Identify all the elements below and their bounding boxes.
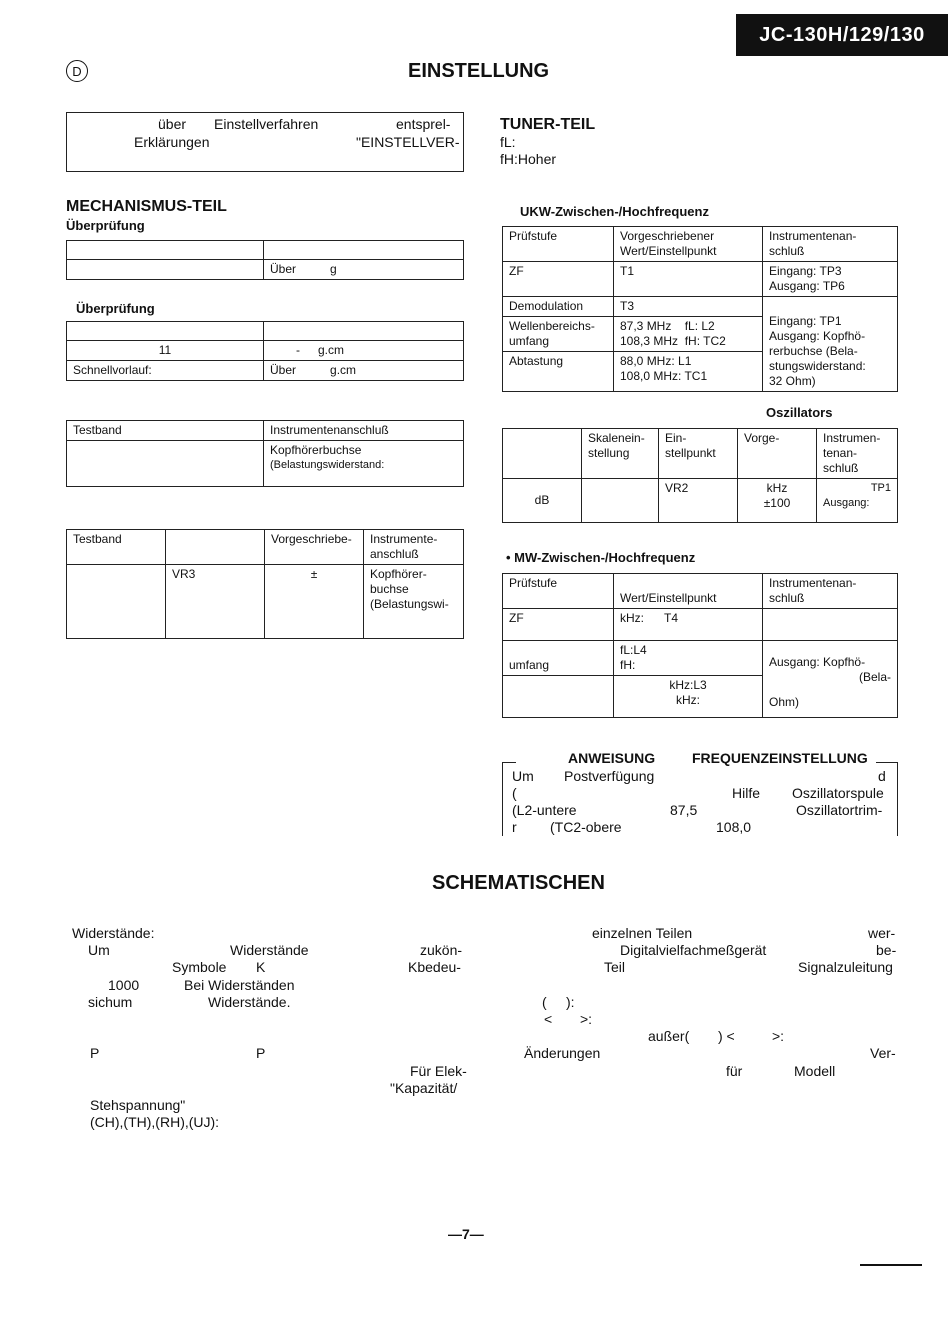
mech-table-3 [66, 420, 464, 487]
cell: Skalenein- [588, 431, 645, 445]
cell: 32 Ohm) [769, 374, 816, 388]
cell: Vorge- [738, 429, 817, 479]
tuner-fh: fH:Hoher [500, 151, 557, 167]
schem-right-text: für [726, 1063, 743, 1079]
schem-left-text: Widerstände: [72, 925, 155, 941]
schem-left-text: Für Elek- [410, 1063, 467, 1079]
cell: Wert/Einstellpunkt [620, 244, 717, 258]
cell: Wert/Einstellpunkt [614, 574, 763, 609]
cell: kHz: [620, 611, 644, 625]
cell: stungswiderstand: [769, 359, 866, 373]
cell: 108,0 MHz: TC1 [620, 369, 708, 383]
schem-right-text: außer( [648, 1028, 690, 1044]
anweisung-text: d [878, 768, 886, 784]
schem-title: SCHEMATISCHEN [432, 872, 605, 894]
cell: ±100 [763, 496, 791, 510]
box-rule [502, 762, 516, 763]
cell: Instrumente- [370, 532, 438, 546]
cell: buchse [370, 582, 409, 596]
schem-right-text: Signalzuleitung [798, 959, 893, 975]
cell: Demodulation [503, 297, 614, 317]
cell: Eingang: TP1 [769, 314, 842, 328]
cell: Abtastung [503, 352, 614, 392]
cell: Instrumen- [823, 431, 881, 445]
schem-right-text: ) < [718, 1028, 735, 1044]
schem-left-text: sichum [88, 994, 133, 1010]
schem-right-text: be- [876, 942, 897, 958]
anweisung-text: 108,0 [716, 819, 752, 835]
osz-title: Oszillators [766, 405, 833, 420]
cell: Ausgang: Kopfhö- [769, 329, 866, 343]
schem-left-text: P [90, 1045, 100, 1061]
cell: fH: TC2 [684, 334, 726, 348]
mech-title: MECHANISMUS-TEIL [66, 198, 227, 215]
osz-table [502, 428, 898, 523]
schem-right-text: wer- [868, 925, 896, 941]
schem-right-text: < [544, 1011, 553, 1027]
cell: (Belastungswi- [370, 597, 449, 611]
cell: kHz:L3 [669, 678, 707, 692]
mw-title: • MW-Zwischen-/Hochfrequenz [506, 550, 696, 565]
cell: ± [265, 565, 364, 639]
cell: (Belastungswiderstand: [270, 459, 385, 471]
cell: ZF [503, 609, 614, 641]
mech-sub2: Überprüfung [76, 301, 155, 316]
anweisung-text: Oszillatortrim- [796, 802, 883, 818]
cell: TP1 [870, 482, 891, 494]
cell: anschluß [370, 547, 419, 561]
mech-sub1: Überprüfung [66, 218, 145, 233]
schem-right-text: >: [580, 1011, 593, 1027]
tuner-fl: fL: [500, 134, 516, 150]
intro-text: "EINSTELLVER- [356, 134, 460, 150]
cell: Instrumentenan- [769, 229, 857, 243]
schem-left-text: P [256, 1045, 266, 1061]
cell: schluß [769, 591, 805, 605]
schem-left-text: Widerstände [230, 942, 309, 958]
cell: Schnellvorlauf: [73, 363, 152, 377]
cell: Vorgeschriebe- [265, 530, 364, 565]
cell: Instrumentenan- [769, 576, 857, 590]
cell: fL: L2 [684, 319, 715, 333]
cell: kHz: [676, 693, 700, 707]
cell: Testband [67, 530, 166, 565]
footer-rule [860, 1264, 922, 1266]
intro-text: entsprel- [396, 116, 451, 132]
schem-left-text: (CH),(TH),(RH),(UJ): [90, 1114, 220, 1130]
cell: VR3 [166, 565, 265, 639]
intro-text: über [158, 116, 187, 132]
cell: schluß [823, 461, 859, 475]
anweisung-text: Oszillatorspule [792, 785, 884, 801]
mw-table [502, 573, 898, 718]
cell: fL:L4 [620, 643, 647, 657]
language-d-mark: D [66, 60, 88, 82]
schem-left-text: Um [88, 942, 110, 958]
cell: - [296, 343, 300, 357]
anweisung-text: r [512, 819, 517, 835]
mech-table-4 [66, 529, 464, 639]
anweisung-text: Hilfe [732, 785, 761, 801]
cell: Ausgang: Kopfhö- [769, 655, 866, 669]
cell: T3 [614, 297, 763, 317]
schem-left-text: Stehspannung" [90, 1097, 186, 1113]
cell: 11 [158, 343, 172, 357]
cell: Instrumentenanschluß [264, 421, 464, 441]
schem-right-text: ): [566, 994, 575, 1010]
cell: VR2 [659, 479, 738, 523]
schem-left-text: Kbedeu- [408, 959, 461, 975]
anweisung-title: ANWEISUNG [568, 750, 656, 766]
cell: ZF [503, 262, 614, 297]
cell: Ein- [665, 431, 687, 445]
schem-right-text: >: [772, 1028, 785, 1044]
cell: schluß [769, 244, 805, 258]
schem-left-text: "Kapazität/ [390, 1080, 458, 1096]
box-rule [876, 762, 898, 763]
cell: Ausgang: TP6 [769, 279, 845, 293]
cell: Ohm) [769, 695, 799, 709]
cell: Wellenbereichs- [509, 319, 595, 333]
model-badge: JC-130H/129/130 [736, 14, 948, 56]
schem-right-text: Ver- [870, 1045, 896, 1061]
mech-table-2 [66, 321, 464, 381]
cell: tenan- [823, 446, 858, 460]
cell: stellung [588, 446, 630, 460]
cell: 88,0 MHz: L1 [620, 354, 692, 368]
mw-title-text: MW-Zwischen-/Hochfrequenz [514, 550, 696, 565]
anweisung-text: Um [512, 768, 534, 784]
cell: Testband [67, 421, 264, 441]
cell: Kopfhörer- [370, 567, 427, 581]
intro-text: Erklärungen [134, 134, 210, 150]
anweisung-text: (TC2-obere [550, 819, 622, 835]
anweisung-title-2: FREQUENZEINSTELLUNG [692, 750, 868, 766]
anweisung-text: (L2-untere [512, 802, 577, 818]
cell: umfang [503, 641, 614, 676]
mech-table-1 [66, 240, 464, 280]
schem-right-text: Änderungen [524, 1045, 601, 1061]
schem-right-text: Digitalvielfachmeßgerät [620, 942, 767, 958]
cell: Kopfhörerbuchse [270, 443, 362, 457]
schem-right-text: ( [542, 994, 547, 1010]
cell: Über [270, 262, 297, 276]
schem-left-text: K [256, 959, 266, 975]
schem-right-text: Teil [604, 959, 626, 975]
cell: rerbuchse (Bela- [769, 344, 858, 358]
page-number: —7— [448, 1226, 484, 1242]
tuner-title: TUNER-TEIL [500, 116, 596, 133]
cell: 108,3 MHz [620, 334, 679, 348]
cell: dB [503, 479, 582, 523]
cell: Eingang: TP3 [769, 264, 842, 278]
cell: stellpunkt [665, 446, 716, 460]
schem-left-text: zukön- [420, 942, 463, 958]
anweisung-text: ( [512, 785, 517, 801]
intro-text: Einstellverfahren [214, 116, 319, 132]
schem-left-text: Widerstände. [208, 994, 291, 1010]
ukw-title: UKW-Zwischen-/Hochfrequenz [520, 204, 709, 219]
cell: umfang [509, 334, 550, 348]
schem-left-text: Symbole [172, 959, 227, 975]
cell: Ausgang: [823, 497, 870, 509]
schem-right-text: Modell [794, 1063, 836, 1079]
anweisung-text: Postverfügung [564, 768, 655, 784]
ukw-table [502, 226, 898, 392]
cell: fH: [620, 658, 636, 672]
schem-left-text: Bei Widerständen [184, 977, 295, 993]
cell: g.cm [330, 363, 357, 377]
cell: T1 [614, 262, 763, 297]
schem-left-text: 1000 [108, 977, 140, 993]
cell: Vorgeschriebener [620, 229, 715, 243]
schem-right-text: einzelnen Teilen [592, 925, 693, 941]
cell: Prüfstufe [503, 227, 614, 262]
cell: Über [270, 363, 297, 377]
cell: g.cm [318, 343, 345, 357]
anweisung-text: 87,5 [670, 802, 698, 818]
cell: kHz [766, 481, 788, 495]
cell: Prüfstufe [503, 574, 614, 609]
page-title: EINSTELLUNG [408, 60, 550, 82]
cell: g [330, 262, 337, 276]
cell: 87,3 MHz [620, 319, 672, 333]
cell: T4 [664, 611, 679, 625]
cell: (Bela- [858, 670, 891, 684]
